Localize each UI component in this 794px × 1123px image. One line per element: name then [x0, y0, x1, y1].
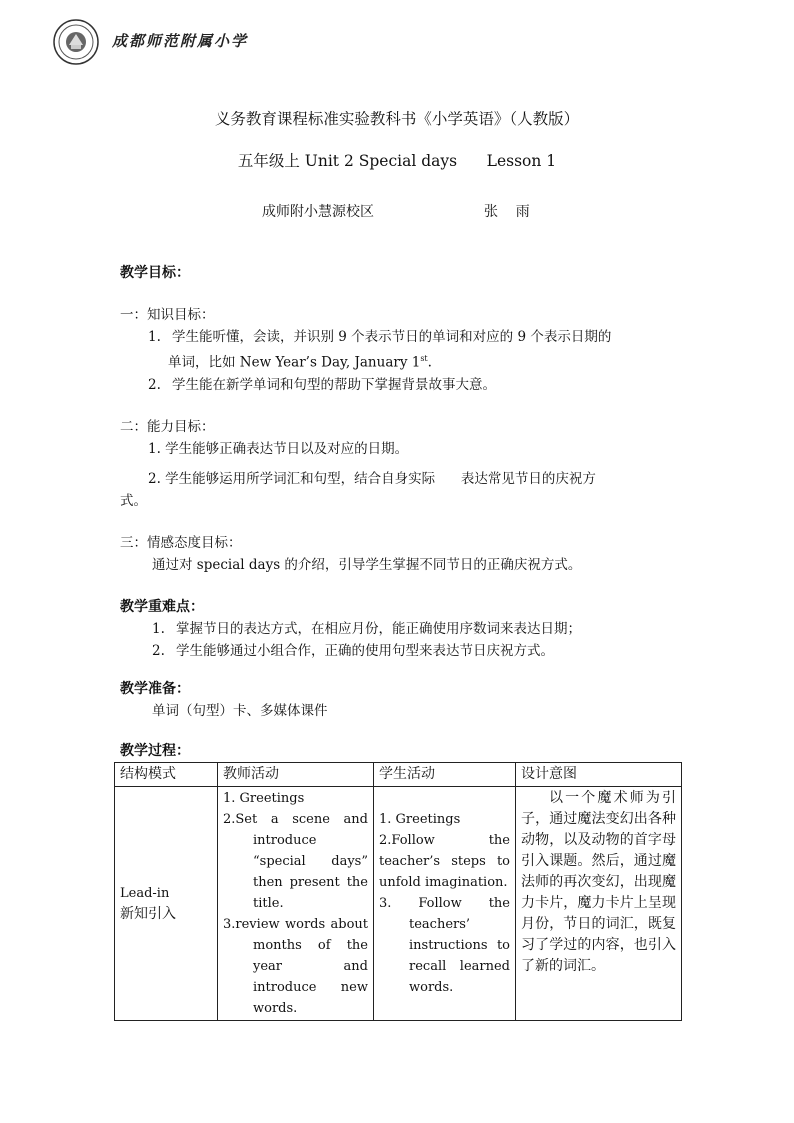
preparation-text: 单词（句型）卡、多媒体课件 [152, 703, 328, 719]
process-section [120, 740, 680, 762]
student-step-1: 1. Greetings [379, 812, 461, 827]
knowledge-heading: 一：知识目标： [120, 307, 215, 323]
key-point-2: 2. 学生能够通过小组合作，正确的使用句型来表达节日庆祝方式。 [152, 643, 554, 659]
ability-item-1: 1. 学生能够正确表达节日以及对应的日期。 [148, 440, 409, 457]
design-intent-cell [516, 787, 682, 1021]
ability-item-2: 2. 学生能够运用所学词汇和句型，结合自身实际 表达常见节日的庆祝方 [148, 470, 596, 487]
mode-cell [115, 787, 218, 1021]
teacher-step-3: 3.review words about months of the year and introduce new words. [223, 917, 368, 1016]
column-header: 设计意图 [516, 763, 682, 787]
emotion-heading: 三：情感态度目标： [120, 534, 242, 551]
ability-item-2-cont: 式。 [120, 492, 147, 509]
column-header: 教师活动 [218, 763, 374, 787]
process-table [114, 762, 682, 1021]
teacher-step-2: 2.Set a scene and introduce “special days” then present the title. [223, 812, 368, 911]
knowledge-item-2: 2. 学生能在新学单词和句型的帮助下掌握背景故事大意。 [148, 376, 496, 393]
mode-en: Lead-in [120, 885, 170, 901]
key-points-heading: 教学重难点： [120, 599, 204, 615]
campus-name: 成师附小慧源校区 [262, 204, 374, 220]
school-emblem-icon [52, 18, 100, 66]
preparation-heading: 教学准备： [120, 681, 190, 697]
student-step-3: 3. Follow the teachers’ instructions to recall learned words. [379, 896, 510, 995]
student-step-2: 2.Follow the teacher’s steps to unfold imagination. [379, 833, 510, 890]
student-activity-cell [374, 787, 516, 1021]
table-header-row [115, 763, 682, 787]
column-header: 结构模式 [115, 763, 218, 787]
teacher-step-1: 1. Greetings [223, 791, 305, 806]
author-row [262, 201, 530, 221]
objectives-section [120, 262, 680, 576]
design-intent-text: 以一个魔术师为引子，通过魔法变幻出各种动物，以及动物的首字母引入课题。然后，通过魔法师的再次变幻，出现魔力卡片，魔力卡片上呈现月份，节日的词汇，既复习了学过的内容，也引入了新的词汇。 [521, 790, 676, 974]
teacher-name: 张 雨 [484, 204, 530, 220]
teacher-activity-cell [218, 787, 374, 1021]
preparation-section [120, 678, 680, 722]
emotion-text: 通过对 special days 的介绍，引导学生掌握不同节日的正确庆祝方式。 [152, 556, 582, 573]
document-title: 义务教育课程标准实验教科书《小学英语》（人教版） [214, 110, 580, 128]
knowledge-item-1-cont: 单词，比如 New Year’s Day, January 1st. [168, 354, 432, 371]
knowledge-item-1: 1. 学生能听懂，会读，并识别 9 个表示节日的单词和对应的 9 个表示日期的 [148, 329, 612, 345]
key-points-section [120, 596, 680, 662]
mode-cn: 新知引入 [120, 905, 176, 922]
objectives-heading: 教学目标： [120, 265, 190, 281]
ability-heading: 二：能力目标： [120, 418, 215, 435]
key-point-1: 1. 掌握节日的表达方式，在相应月份，能正确使用序数词来表达日期； [152, 621, 581, 637]
lesson-title-text: 五年级上 Unit 2 Special days Lesson 1 [237, 152, 557, 170]
lesson-title [0, 149, 794, 171]
process-heading: 教学过程： [120, 743, 190, 759]
column-header: 学生活动 [374, 763, 516, 787]
school-name: 成都师范附属小学 [112, 32, 249, 50]
table-row [115, 787, 682, 1021]
